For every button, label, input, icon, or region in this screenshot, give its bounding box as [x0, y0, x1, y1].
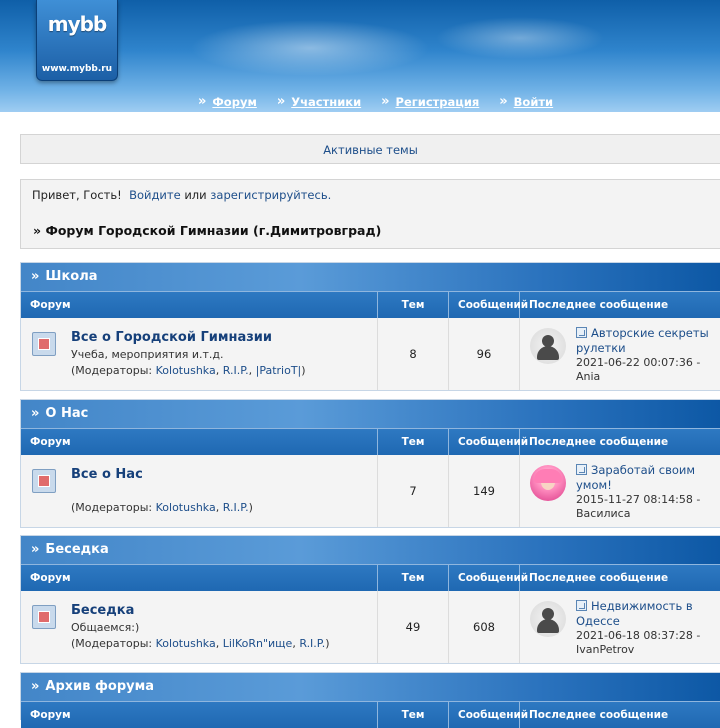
topics-count: 7: [378, 455, 449, 527]
moderator-link[interactable]: Kolotushka: [155, 501, 216, 514]
category-school: [20, 262, 720, 391]
breadcrumb-prefix: »: [33, 223, 42, 238]
moderator-link[interactable]: Kolotushka: [155, 364, 216, 377]
nav-register[interactable]: » Регистрация: [381, 94, 480, 109]
or-text: или: [184, 188, 207, 202]
col-topics: Тем: [378, 565, 449, 591]
col-last-post: Последнее сообщение: [529, 299, 669, 311]
last-post: [520, 318, 720, 390]
avatar[interactable]: [530, 601, 566, 637]
forum-moderators: (Модераторы: Kolotushka, R.I.P.): [71, 501, 253, 514]
mybb-logo[interactable]: [36, 0, 118, 81]
column-headers: [21, 291, 720, 318]
breadcrumb: [33, 223, 381, 238]
top-navigation: [198, 94, 553, 109]
last-post-author: Ania: [576, 370, 601, 383]
topics-count: 8: [378, 318, 449, 390]
forum-moderators: (Модераторы: Kolotushka, R.I.P., |PatrioT|): [71, 364, 306, 377]
col-last-post: Последнее сообщение: [529, 436, 669, 448]
column-headers: [21, 428, 720, 455]
moderator-link[interactable]: Kolotushka: [155, 637, 216, 650]
posts-count: 608: [449, 591, 520, 663]
topics-count: 49: [378, 591, 449, 663]
forum-row: [21, 455, 720, 527]
category-header[interactable]: » О Нас: [21, 400, 720, 428]
last-post: [520, 455, 720, 527]
col-topics: Тем: [378, 292, 449, 318]
nav-forum[interactable]: » Форум: [198, 94, 257, 109]
forum-name[interactable]: Все о Городской Гимназии: [71, 330, 273, 345]
logo-text: mybb: [47, 12, 107, 36]
col-forum: Форум: [21, 292, 378, 318]
forum-name[interactable]: Все о Нас: [71, 467, 143, 482]
forum-info: [21, 591, 378, 663]
forum-name[interactable]: Беседка: [71, 603, 135, 618]
col-posts: Сообщений: [449, 565, 520, 591]
nav-login[interactable]: » Войти: [499, 94, 554, 109]
forum-row: [21, 318, 720, 390]
forum-moderators: (Модераторы: Kolotushka, LilKoRn"ище, R.I.P.): [71, 637, 330, 650]
active-topics-link[interactable]: Активные темы: [323, 143, 418, 157]
greeting-text: Привет, Гость!: [32, 188, 122, 202]
col-last-post: Последнее сообщение: [529, 572, 669, 584]
active-topics-bar: [20, 134, 720, 164]
double-chevron-icon: »: [31, 406, 40, 421]
register-link[interactable]: зарегистрируйтесь.: [210, 188, 332, 202]
go-to-post-icon[interactable]: [576, 327, 587, 338]
col-forum: Форум: [21, 429, 378, 455]
col-posts: Сообщений: [449, 429, 520, 455]
moderator-link[interactable]: R.I.P.: [222, 364, 249, 377]
last-post-info: [576, 463, 720, 521]
category-forum-archive: [20, 672, 720, 720]
col-topics: Тем: [378, 702, 449, 728]
last-post-info: [576, 326, 720, 384]
forum-status-icon: [32, 332, 56, 356]
last-post-title[interactable]: Недвижимость в Одессе: [576, 599, 693, 628]
welcome-box: [20, 179, 720, 249]
column-headers: [21, 564, 720, 591]
category-about-us: [20, 399, 720, 528]
double-chevron-icon: »: [31, 542, 40, 557]
forum-info: [21, 455, 378, 527]
forum-row: [21, 591, 720, 663]
go-to-post-icon[interactable]: [576, 464, 587, 475]
forum-status-icon: [32, 469, 56, 493]
login-link[interactable]: Войдите: [129, 188, 181, 202]
breadcrumb-forum-link[interactable]: Форум Городской Гимназии (г.Димитровград): [45, 223, 382, 238]
col-forum: Форум: [21, 702, 378, 728]
category-header[interactable]: » Школа: [21, 263, 720, 291]
moderator-link[interactable]: LilKoRn"ище: [222, 637, 293, 650]
welcome-line: [32, 188, 331, 202]
col-forum: Форум: [21, 565, 378, 591]
last-post-title[interactable]: Авторские секреты рулетки: [576, 326, 709, 355]
last-post: [520, 591, 720, 663]
logo-url: www.mybb.ru: [41, 64, 113, 74]
moderator-link[interactable]: R.I.P.: [222, 501, 249, 514]
last-post-date: 2021-06-18 08:37:28 -: [576, 629, 701, 642]
last-post-title[interactable]: Заработай своим умом!: [576, 463, 696, 492]
avatar[interactable]: [530, 328, 566, 364]
last-post-date: 2021-06-22 00:07:36 -: [576, 356, 701, 369]
last-post-date: 2015-11-27 08:14:58 -: [576, 493, 701, 506]
site-header: [0, 0, 720, 112]
double-chevron-icon: »: [276, 94, 286, 109]
category-gazebo: [20, 535, 720, 664]
forum-description: Общаемся:): [71, 621, 140, 634]
col-posts: Сообщений: [449, 292, 520, 318]
posts-count: 149: [449, 455, 520, 527]
last-post-info: [576, 599, 720, 657]
double-chevron-icon: »: [198, 94, 207, 109]
double-chevron-icon: »: [381, 94, 390, 109]
moderator-link[interactable]: R.I.P.: [299, 637, 326, 650]
double-chevron-icon: »: [31, 679, 40, 694]
double-chevron-icon: »: [499, 94, 508, 109]
last-post-author: IvanPetrov: [576, 643, 635, 656]
col-topics: Тем: [378, 429, 449, 455]
posts-count: 96: [449, 318, 520, 390]
col-last-post: Последнее сообщение: [529, 709, 669, 721]
forum-info: [21, 318, 378, 390]
nav-members[interactable]: » Участники: [276, 94, 362, 109]
last-post-author: Василиса: [576, 507, 631, 520]
go-to-post-icon[interactable]: [576, 600, 587, 611]
col-posts: Сообщений: [449, 702, 520, 728]
column-headers: [21, 701, 720, 728]
avatar[interactable]: [530, 465, 566, 501]
category-header[interactable]: » Архив форума: [21, 673, 720, 701]
forum-description: Учеба, мероприятия и.т.д.: [71, 348, 224, 361]
double-chevron-icon: »: [31, 269, 40, 284]
moderator-link[interactable]: |PatrioT|: [255, 364, 302, 377]
forum-status-icon: [32, 605, 56, 629]
category-header[interactable]: » Беседка: [21, 536, 720, 564]
